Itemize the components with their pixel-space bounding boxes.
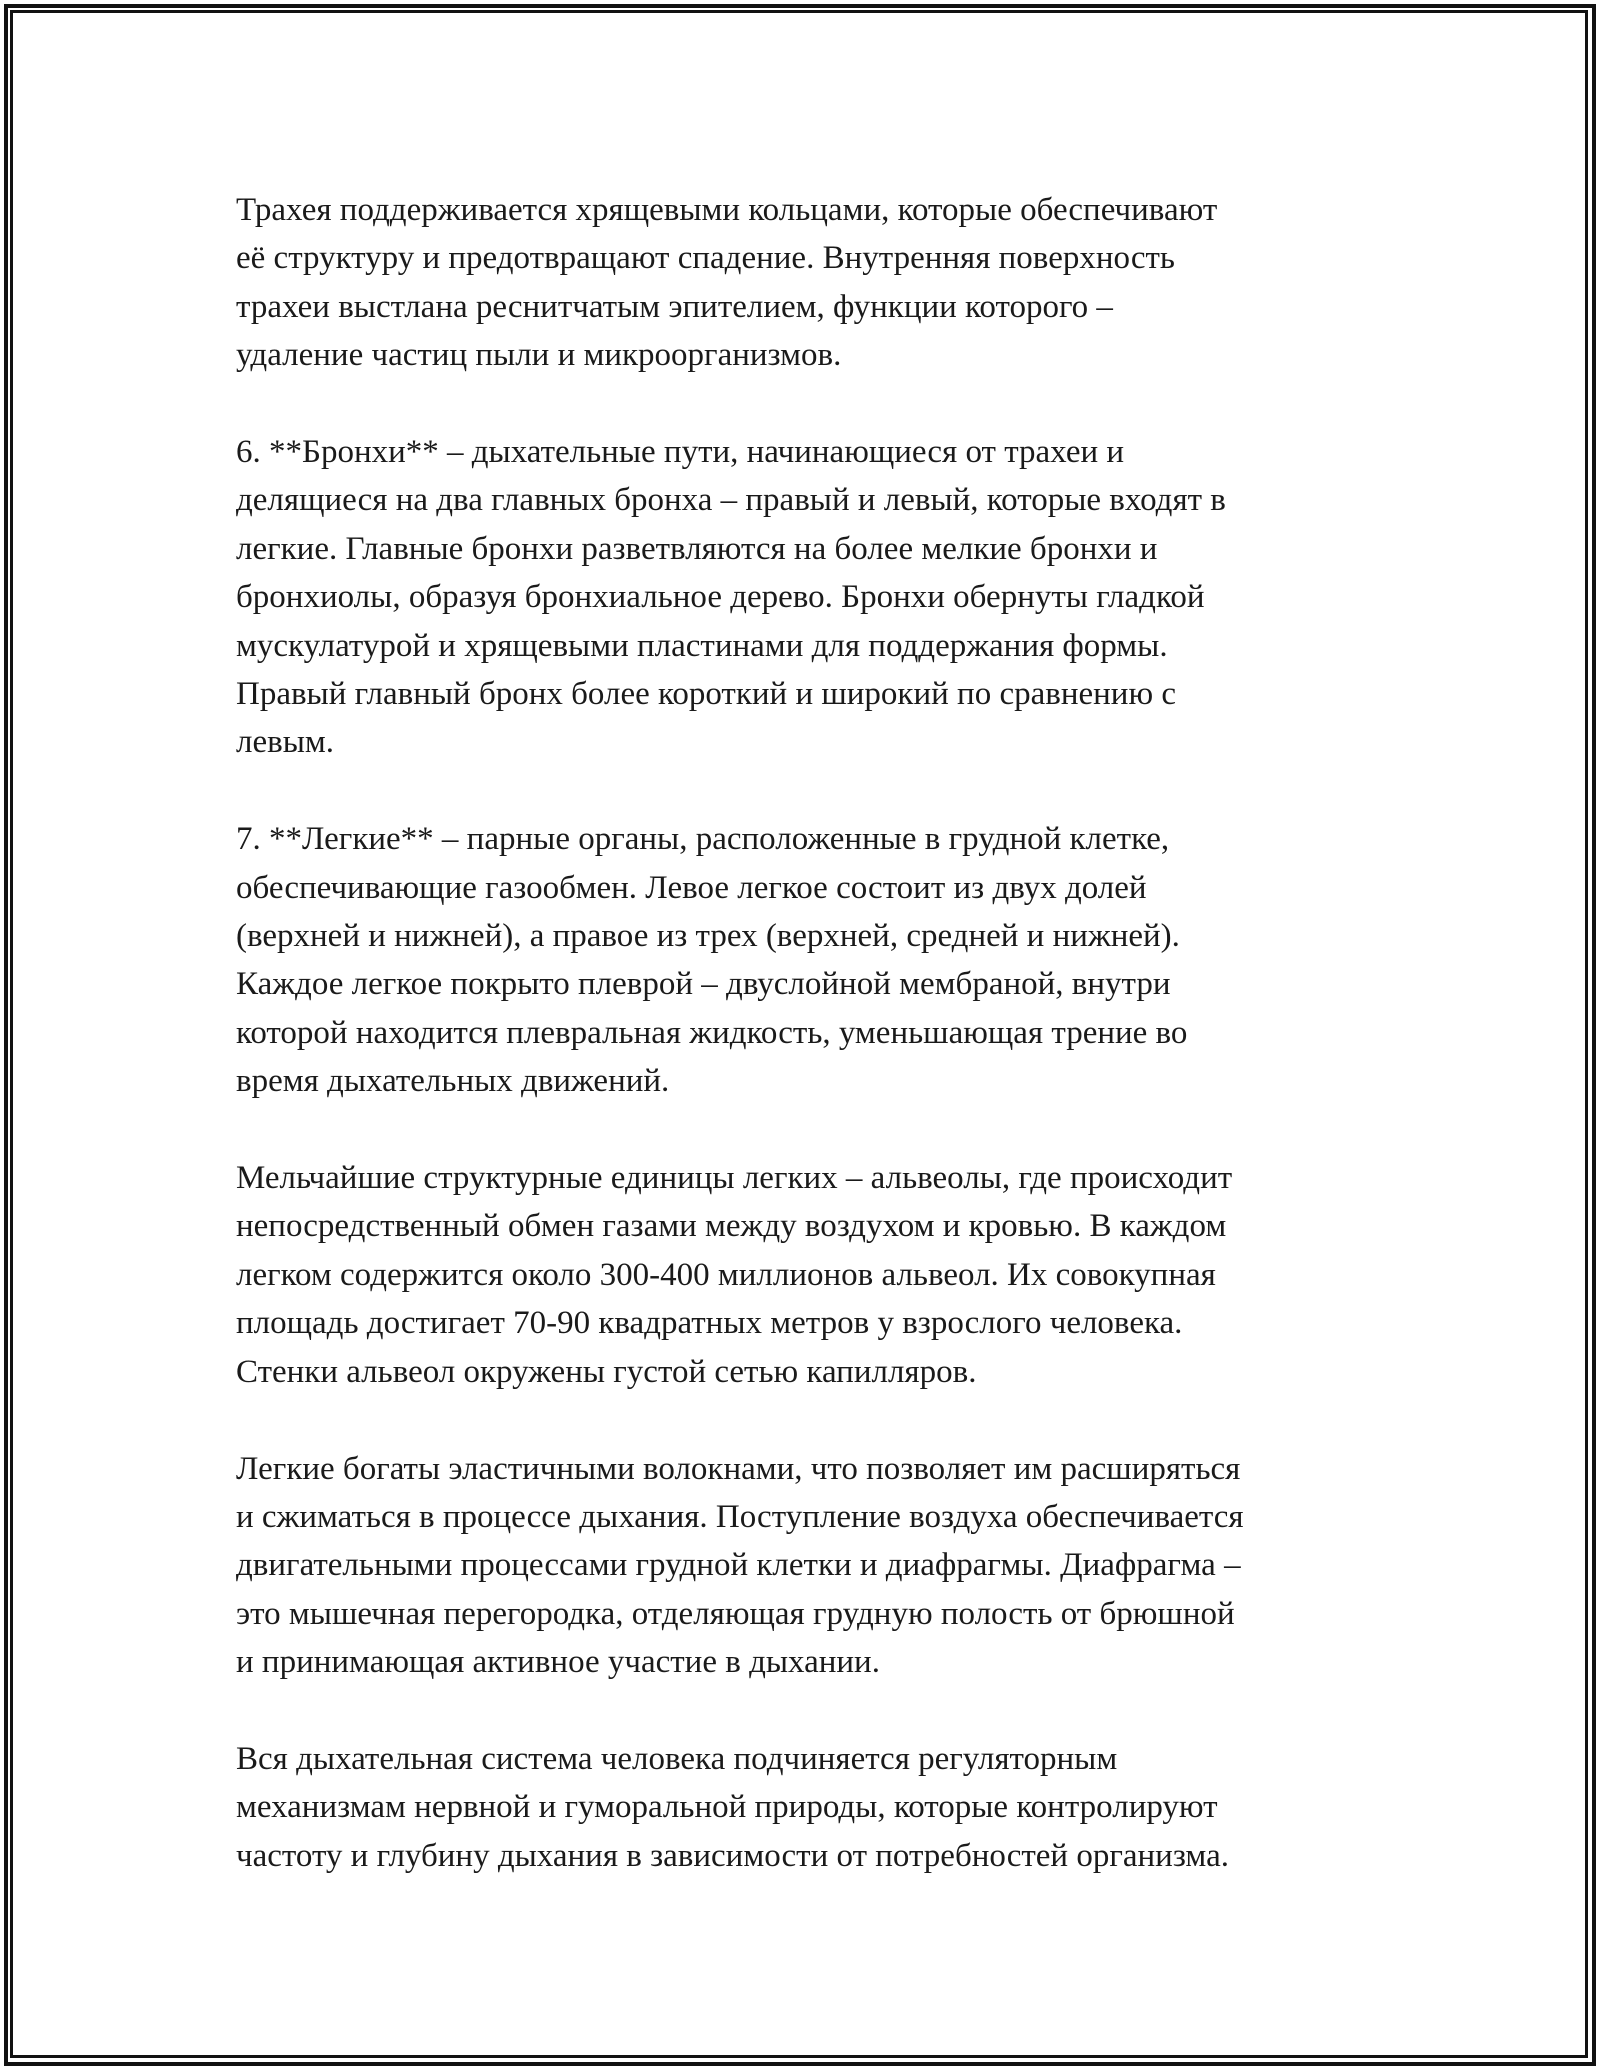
- paragraph-regulation: Вся дыхательная система человека подчиняется регуляторным механизмам нервной и гуморальной природы, которые контролируют частоту и глубину дыхания в зависимости от потребностей организма.: [236, 1740, 1229, 1874]
- paragraph-trachea: Трахея поддерживается хрящевыми кольцами, которые обеспечивают её структуру и предотвращают спадение. Внутренняя поверхность трахеи выстлана реснитчатым эпителием, функции которого – удаление частиц пыли и микроорганизмов.: [236, 192, 1218, 374]
- paragraph-bronchi: 6. **Бронхи** – дыхательные пути, начинающиеся от трахеи и делящиеся на два главных бронха – правый и левый, которые входят в легкие. Главные бронхи разветвляются на более мелкие бронхи и бронхиолы, образуя бронхиальное дерево. Бронхи обернуты гладкой мускулатурой и хрящевыми пластинами для поддержания формы. Правый главный бронх более короткий и широкий по сравнению с левым.: [236, 434, 1226, 761]
- paragraph-elasticity: Легкие богаты эластичными волокнами, что позволяет им расширяться и сжиматься в процессе дыхания. Поступление воздуха обеспечивается двигательными процессами грудной клетки и диафрагмы. Диафрагма – это мышечная перегородка, отделяющая грудную полость от брюшной и принимающая активное участие в дыхании.: [236, 1450, 1244, 1681]
- paragraph-lungs: 7. **Легкие** – парные органы, расположенные в грудной клетке, обеспечивающие газообмен. Левое легкое состоит из двух долей (верхней и нижней), а правое из трех (верхней, средней и нижней). Каждое легкое покрыто плеврой – двуслойной мембраной, внутри которой находится плевральная жидкость, уменьшающая трение во время дыхательных движений.: [236, 821, 1188, 1100]
- paragraph-alveoli: Мельчайшие структурные единицы легких – альвеолы, где происходит непосредственный обмен газами между воздухом и кровью. В каждом легком содержится около 300-400 миллионов альвеол. Их совокупная площадь достигает 70-90 квадратных метров у взрослого человека. Стенки альвеол окружены густой сетью капилляров.: [236, 1160, 1233, 1390]
- document-body: [236, 186, 1386, 1929]
